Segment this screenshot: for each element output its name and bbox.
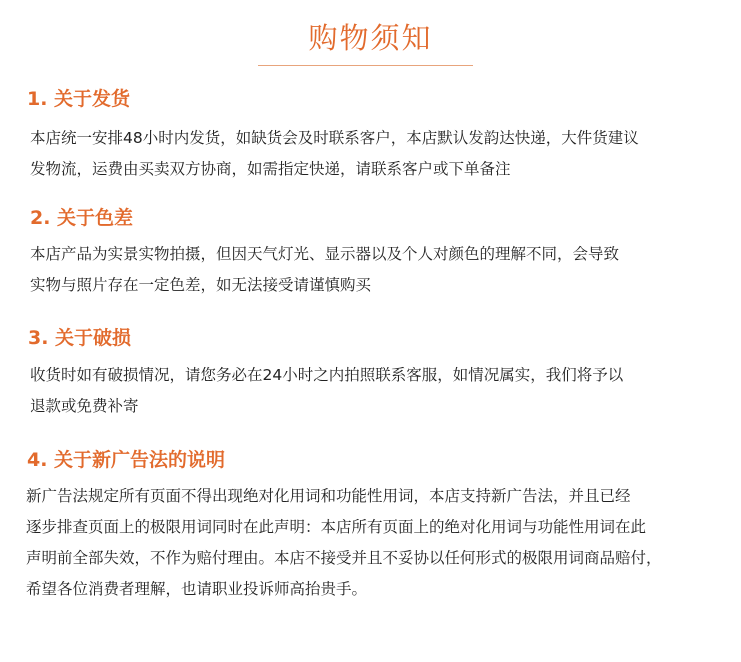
title-divider [258,65,473,66]
section-text-line: 本店统一安排48小时内发货，如缺货会及时联系客户，本店默认发韵达快递，大件货建议 [30,129,639,147]
section-heading-shipping: 1. 关于发货 [27,88,131,110]
section-text-line: 本店产品为实景实物拍摄，但因天气灯光、显示器以及个人对颜色的理解不同，会导致 [30,245,620,263]
section-text-line: 逐步排查页面上的极限用词同时在此声明：本店所有页面上的绝对化用词与功能性用词在此 [26,518,647,536]
section-text-line: 发物流，运费由买卖双方协商，如需指定快递，请联系客户或下单备注 [30,160,511,178]
section-text-line: 新广告法规定所有页面不得出现绝对化用词和功能性用词，本店支持新广告法，并且已经 [26,487,631,505]
section-heading-damage: 3. 关于破损 [28,327,132,349]
section-text-line: 声明前全部失效，不作为赔付理由。本店不接受并且不妥协以任何形式的极限用词商品赔付， [26,549,662,567]
section-heading-color-difference: 2. 关于色差 [30,207,134,229]
section-text-line: 收货时如有破损情况，请您务必在24小时之内拍照联系客服，如情况属实，我们将予以 [30,366,624,384]
section-heading-advertising-law: 4. 关于新广告法的说明 [27,449,226,471]
section-text-line: 退款或免费补寄 [30,397,139,415]
page-title: 购物须知 [308,21,433,55]
section-text-line: 实物与照片存在一定色差，如无法接受请谨慎购买 [30,276,372,294]
section-text-line: 希望各位消费者理解，也请职业投诉师高抬贵手。 [26,580,368,598]
